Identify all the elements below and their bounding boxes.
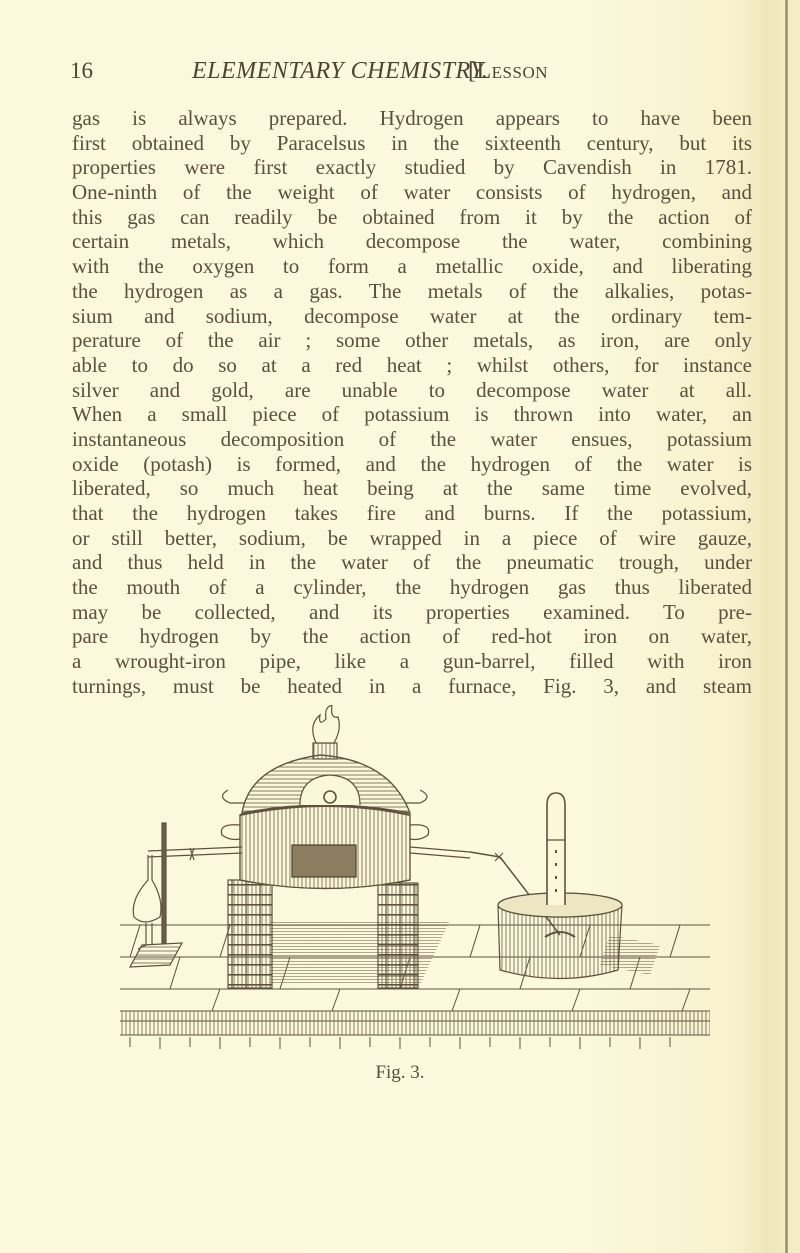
text-line: pare hydrogen by the action of red-hot iron on water, — [72, 624, 752, 649]
flask-on-stand — [130, 823, 182, 967]
text-line: able to do so at a red heat ; whilst others, for instance — [72, 352, 752, 377]
running-title: ELEMENTARY CHEMISTRY. — [192, 58, 489, 84]
body-text — [72, 106, 752, 699]
text-line: gas is always prepared. Hydrogen appears to have been — [72, 106, 752, 130]
text-line: oxide (potash) is formed, and the hydrogen of the water is — [72, 451, 752, 476]
text-line: a wrought-iron pipe, like a gun-barrel, filled with iron — [72, 649, 752, 674]
furnace — [221, 705, 428, 889]
page-number: 16 — [70, 58, 93, 83]
flame — [313, 705, 340, 743]
text-line: liberated, so much heat being at the same time evolved, — [72, 476, 752, 501]
text-line: properties were first exactly studied by Cavendish in 1781. — [72, 155, 752, 180]
brick-support-right — [378, 883, 418, 988]
text-line: perature of the air ; some other metals, as iron, are only — [72, 328, 752, 353]
text-line: silver and gold, are unable to decompose water at all. — [72, 377, 752, 402]
text-line: this gas can readily be obtained from it by the action of — [72, 204, 752, 229]
text-line: that the hydrogen takes fire and burns. If the potassium, — [72, 501, 752, 525]
text-line: or still better, sodium, be wrapped in a piece of wire gauze, — [72, 525, 752, 550]
text-line: sium and sodium, decompose water at the ordinary tem- — [72, 303, 752, 328]
text-line: turnings, must be heated in a furnace, Fig. 3, and steam — [72, 673, 752, 698]
text-line: certain metals, which decompose the water, combining — [72, 229, 752, 254]
text-line: with the oxygen to form a metallic oxide, and liberating — [72, 254, 752, 279]
text-line: the mouth of a cylinder, the hydrogen gas thus liberated — [72, 575, 752, 600]
pneumatic-trough — [498, 893, 622, 979]
figure-caption: Fig. 3. — [375, 1062, 425, 1083]
text-line: first obtained by Paracelsus in the sixteenth century, but its — [72, 130, 752, 155]
text-line: may be collected, and its properties examined. To pre- — [72, 599, 752, 624]
collecting-cylinder — [547, 793, 565, 905]
page-header — [70, 58, 770, 88]
figure-3-illustration — [120, 705, 720, 1055]
text-line: instantaneous decomposition of the water ensues, potassium — [72, 426, 752, 451]
text-line: One-ninth of the weight of water consists of hydrogen, and — [72, 180, 752, 205]
text-line: the hydrogen as a gas. The metals of the alkalies, potas- — [72, 278, 752, 303]
text-line: When a small piece of potassium is thrown into water, an — [72, 402, 752, 427]
lesson-label: [Lesson — [468, 58, 548, 84]
text-line: and thus held in the water of the pneumatic trough, under — [72, 550, 752, 575]
brick-support-left — [228, 880, 272, 988]
